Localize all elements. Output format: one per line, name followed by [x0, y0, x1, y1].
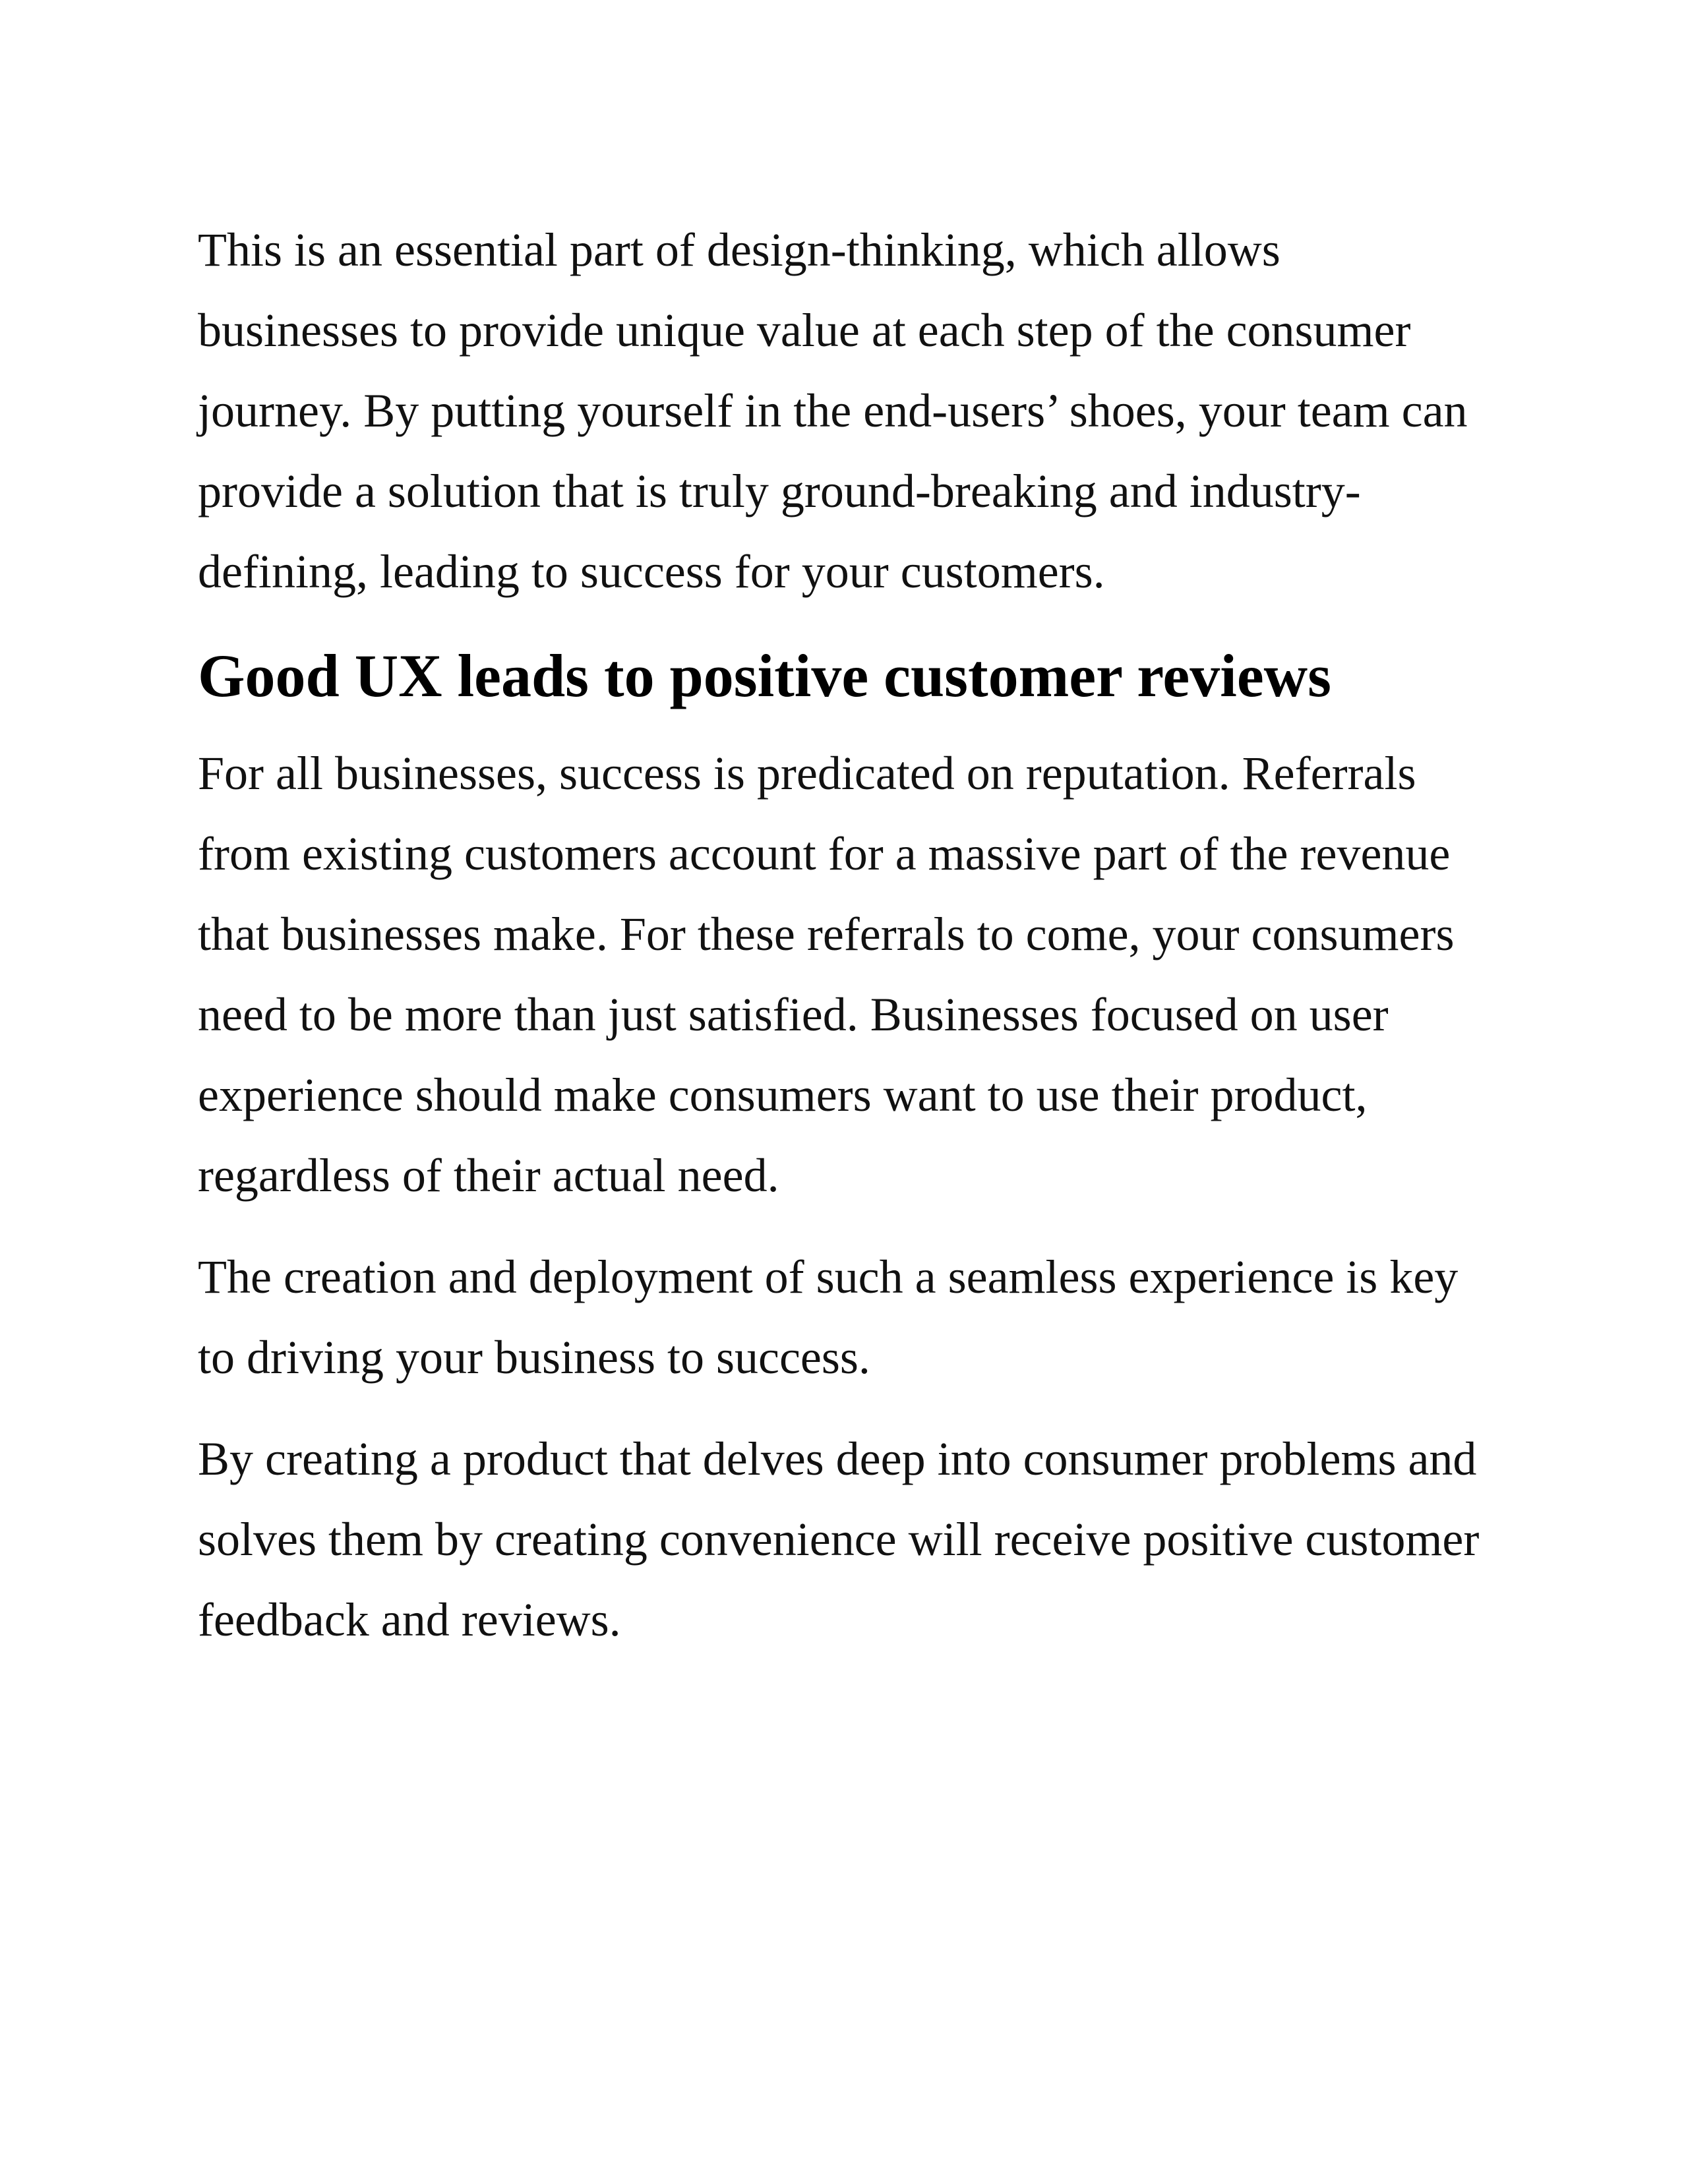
body-paragraph: The creation and deployment of such a seamless experience is key to driving your business to success. [198, 1251, 1459, 1384]
intro-paragraph: This is an essential part of design-thinking, which allows businesses to provide unique value at each step of the consumer journey. By putting yourself in the end-users’ shoes, your team can provide a solution that is truly ground-breaking and industry-defining, leading to success for your customers. [198, 223, 1468, 598]
section-heading: Good UX leads to positive customer reviews [198, 642, 1331, 709]
document-body [198, 210, 1490, 1681]
body-paragraph: By creating a product that delves deep into consumer problems and solves them by creating convenience will receive positive customer feedback and reviews. [198, 1432, 1480, 1646]
body-paragraph: For all businesses, success is predicated on reputation. Referrals from existing customers account for a massive part of the revenue that businesses make. For these referrals to come, your consumers need to be more than just satisfied. Businesses focused on user experience should make consumers want to use their product, regardless of their actual need. [198, 747, 1455, 1202]
